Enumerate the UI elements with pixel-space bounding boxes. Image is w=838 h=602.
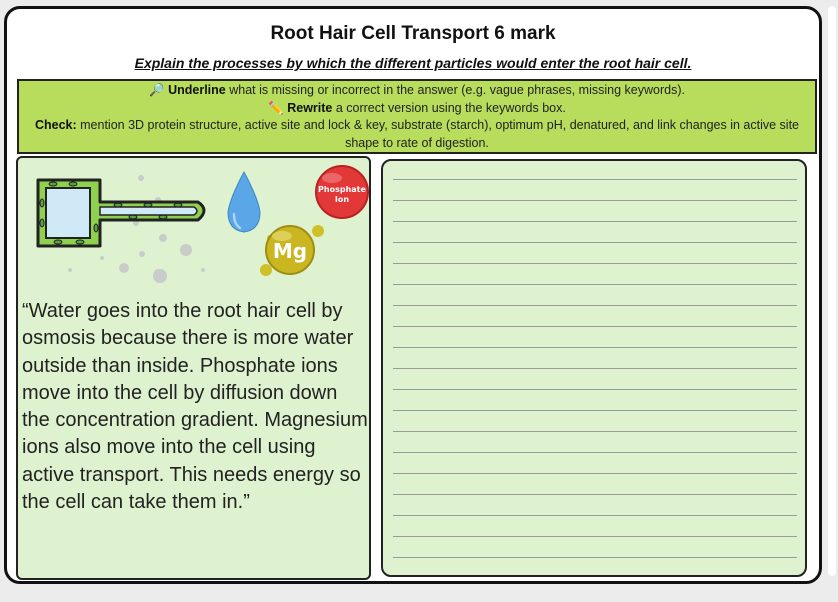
writing-line [393,494,797,495]
instruction-underline-text: what is missing or incorrect in the answer (e.g. vague phrases, missing keywords). [225,83,685,97]
pencil-icon: ✏️ [268,100,284,115]
writing-line [393,473,797,474]
writing-line [393,389,797,390]
instruction-box [17,79,817,154]
water-drop-icon [228,172,260,232]
writing-line [393,536,797,537]
writing-line [393,179,797,180]
writing-line [393,515,797,516]
sample-answer-text: “Water goes into the root hair cell by osmosis because there is more water outside than inside. Phosphate ions move into the cell by diffusion down the concentration gradient. Magnesium ions also move into the cell using active transport. This needs energy so the cell can take them in.” [22,300,368,514]
scrollbar-thumb[interactable] [828,6,836,576]
writing-line [393,368,797,369]
writing-line [393,221,797,222]
writing-line [393,326,797,327]
writing-line [393,347,797,348]
root-hair-cell-illustration [18,158,369,293]
worksheet-question: Explain the processes by which the different particles would enter the root hair cell. [134,55,692,71]
writing-line [393,242,797,243]
writing-line [393,305,797,306]
writing-line [393,284,797,285]
instruction-underline-bold: Underline [168,83,226,97]
instruction-rewrite-bold: Rewrite [287,100,333,115]
magnesium-ion-icon [260,225,324,276]
writing-line [393,200,797,201]
writing-line [393,452,797,453]
magnesium-label: Mg [272,239,308,263]
answer-panel [16,156,371,580]
phosphate-label-line2: Ion [334,195,350,204]
instruction-check [19,117,815,152]
instruction-rewrite-text: a correct version using the keywords box. [332,100,566,115]
instruction-check-bold: Check: [34,118,77,132]
writing-line [393,263,797,264]
instruction-underline [19,82,815,100]
phosphate-label-line1: Phosphate [318,185,366,194]
writing-line [393,557,797,558]
phosphate-ion-icon [316,166,368,218]
instruction-check-text: mention 3D protein structure, active site and lock & key, substrate (starch), optimum pH, denatured, and link changes in active site shape to rate of digestion. [76,118,800,150]
worksheet-title: Root Hair Cell Transport 6 mark [270,23,556,44]
writing-line [393,431,797,432]
root-hair-cell-icon [38,180,204,246]
writing-line [393,410,797,411]
worksheet [4,6,822,584]
instruction-rewrite [19,100,815,118]
magnifier-icon: 🔎 [149,83,165,97]
page-scrollbar[interactable] [826,0,838,602]
rewrite-area[interactable] [381,159,807,577]
